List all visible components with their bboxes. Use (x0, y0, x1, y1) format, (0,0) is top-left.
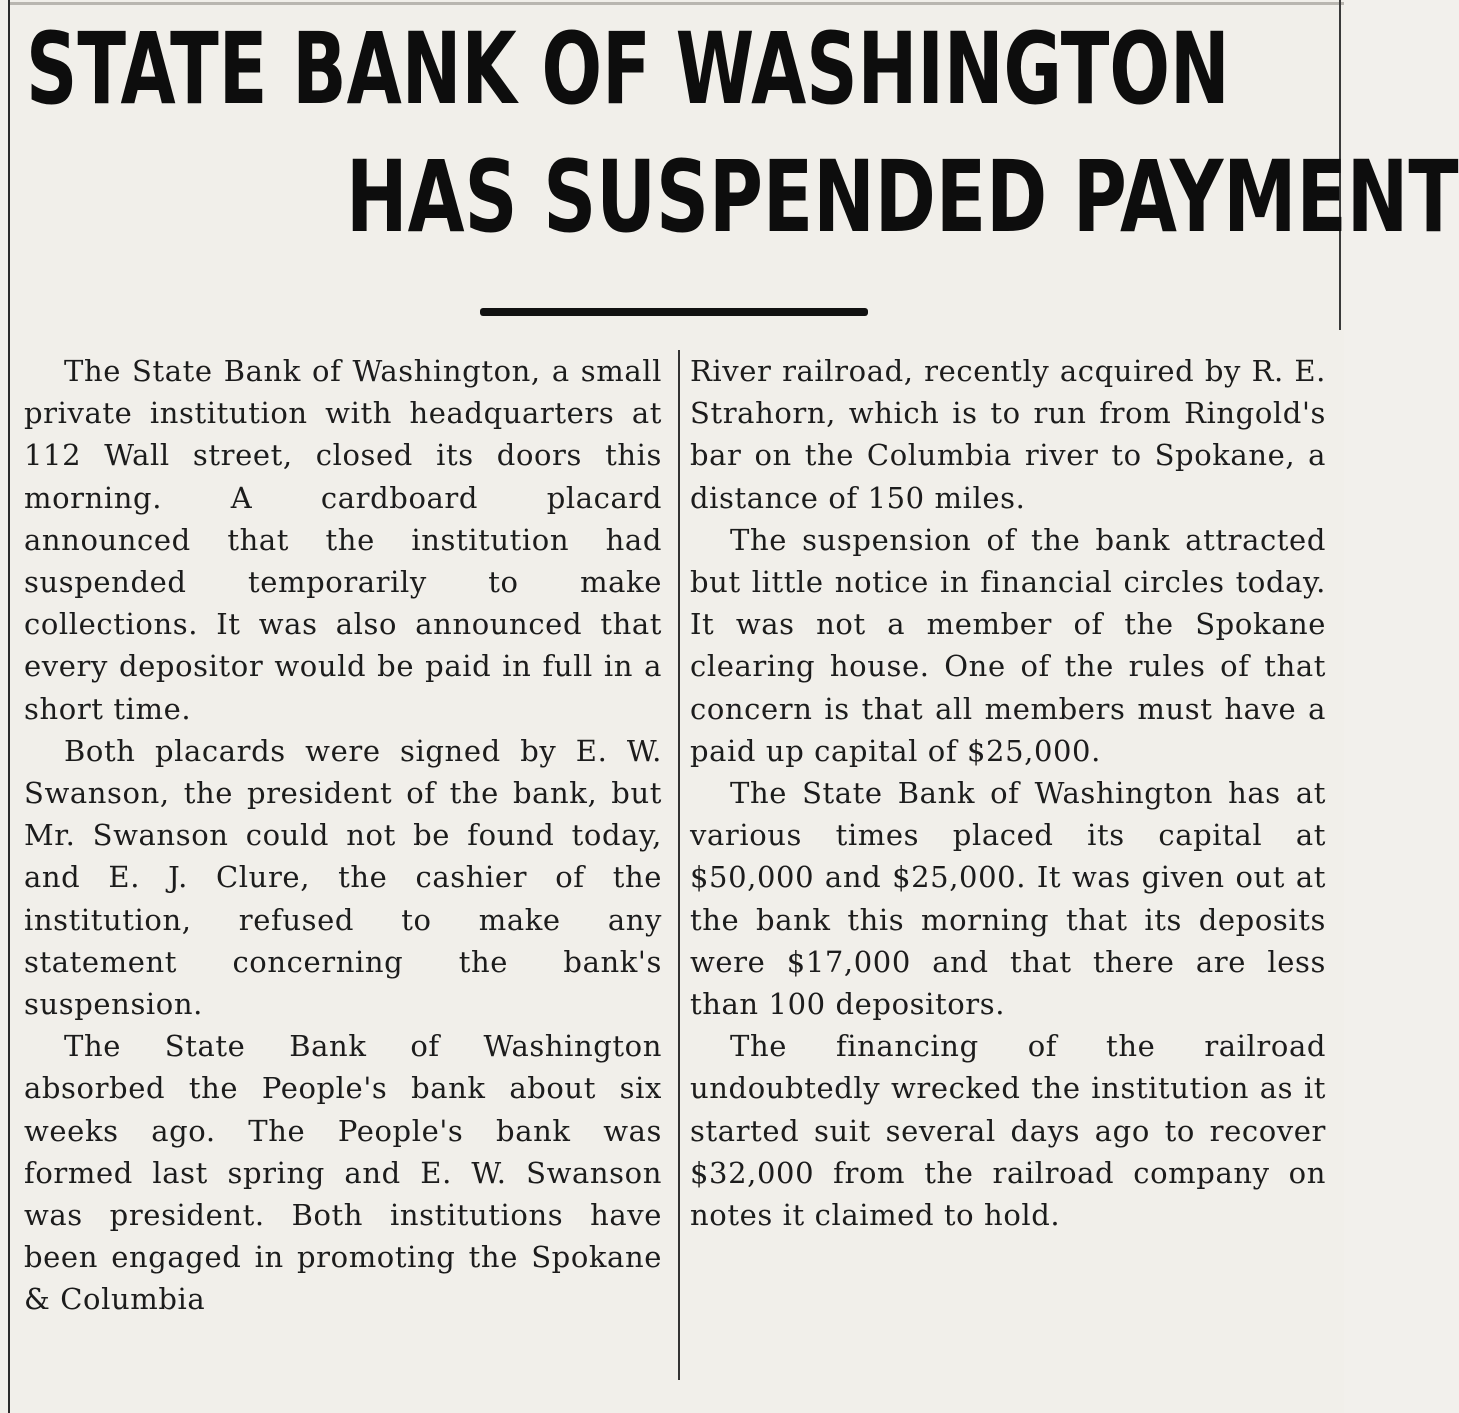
paragraph: The State Bank of Washington has at various times placed its capital at $50,000 and $25,000. It was given out at the bank this morning that its deposits were $17,000 and that there are less than 100 depositors. (690, 776, 1326, 1022)
paragraph: The suspension of the bank attracted but little notice in financial circles today. It was not a member of the Spokane clearing house. One of the rules of that concern is that all members must have a paid up capital of $25,000. (690, 522, 1326, 768)
article-column-right (690, 350, 1326, 1236)
paragraph: The financing of the railroad undoubtedly wrecked the institution as it started suit several days ago to recover $32,000 from the railroad company on notes it claimed to hold. (690, 1029, 1326, 1233)
headline-line-2: HAS SUSPENDED PAYMENT (346, 139, 1459, 255)
headline-line-1: STATE BANK OF WASHINGTON (26, 11, 1230, 127)
paragraph: The State Bank of Washington absorbed the People's bank about six weeks ago. The People's bank was formed last spring and E. W. Swanson was president. Both institutions have been engaged in promoting the Spokane & Columbia (24, 1029, 662, 1317)
headline-divider (480, 308, 868, 316)
left-border-rule (8, 0, 10, 1413)
paragraph: Both placards were signed by E. W. Swanson, the president of the bank, but Mr. Swanson could not be found today, and E. J. Clure, the cashier of the institution, refused to make any statement concerning the bank's suspension. (24, 733, 662, 1022)
column-divider (678, 350, 680, 1380)
paragraph: River railroad, recently acquired by R. E. Strahorn, which is to run from Ringold's bar on the Columbia river to Spokane, a distance of 150 miles. (690, 354, 1326, 515)
top-border-rule (8, 2, 1344, 5)
paragraph: The State Bank of Washington, a small private institution with headquarters at 112 Wall street, closed its doors this morning. A cardboard placard announced that the institution had suspended temporarily to make collections. It was also announced that every depositor would be paid in full in a short time. (24, 354, 662, 726)
article-column-left (24, 350, 662, 1321)
